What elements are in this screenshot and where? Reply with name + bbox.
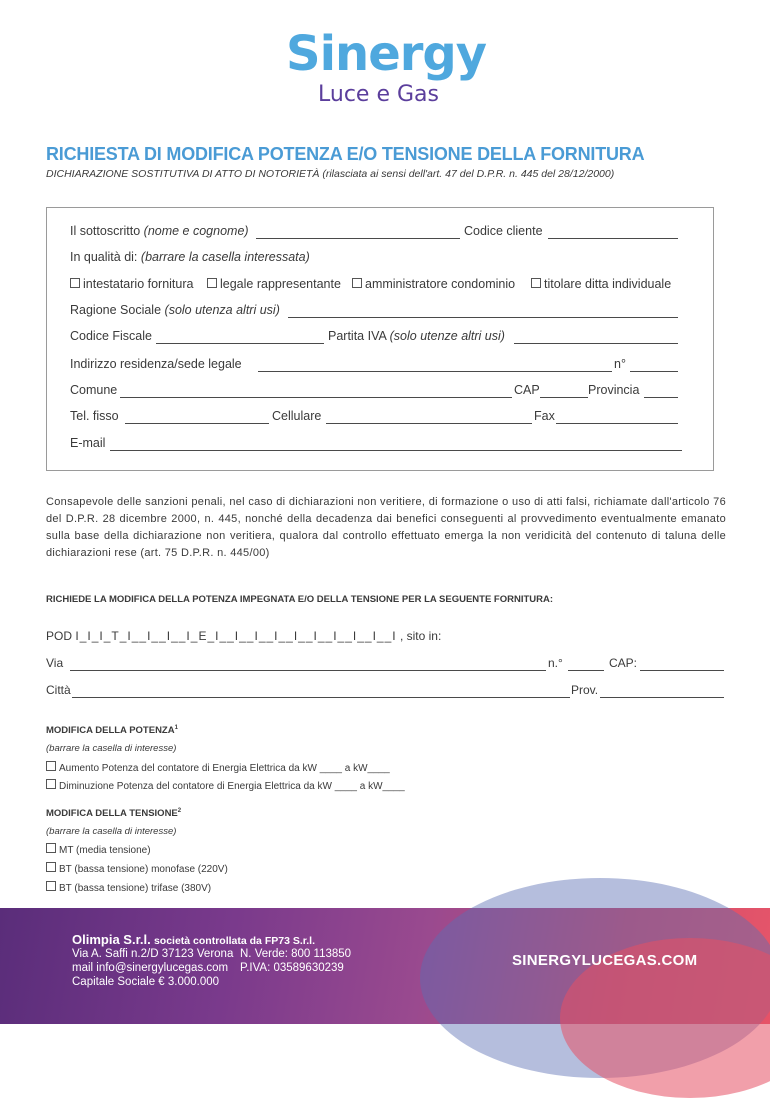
potenza-option-aumento[interactable]: Aumento Potenza del contatore di Energia Elettrica da kW ____ a kW____ xyxy=(46,761,390,774)
ragione-sociale-label: Ragione Sociale (solo utenza altri usi) xyxy=(70,303,280,317)
footer-capitale: Capitale Sociale € 3.000.000 xyxy=(72,976,220,988)
via-cap-label: CAP: xyxy=(609,656,638,670)
ragione-sociale-field[interactable] xyxy=(288,317,678,318)
footer-website-link[interactable]: SINERGYLUCEGAS.COM xyxy=(512,952,698,969)
footer-email[interactable]: mail info@sinergylucegas.com xyxy=(72,962,229,974)
cellulare-label: Cellulare xyxy=(272,409,322,423)
tel-fisso-label: Tel. fisso xyxy=(70,409,119,423)
footer-company: Olimpia S.r.l. società controllata da FP73 S.r.l. xyxy=(72,932,316,947)
pod-mask[interactable]: I_I_I_T_I__I__I__I_E_I__I__I__I__I__I__I__I__I__I xyxy=(75,629,397,643)
codice-fiscale-label: Codice Fiscale xyxy=(70,329,152,343)
document-title: RICHIESTA DI MODIFICA POTENZA E/O TENSIONE DELLA FORNITURA xyxy=(46,144,645,164)
citta-label: Città xyxy=(46,683,71,697)
tensione-heading: MODIFICA DELLA TENSIONE$^2$ xyxy=(46,808,182,820)
indirizzo-label: Indirizzo residenza/sede legale xyxy=(70,357,242,371)
codice-fiscale-field[interactable] xyxy=(156,343,324,344)
email-label: E-mail xyxy=(70,436,106,450)
qualita-option-legale[interactable]: legale rappresentante xyxy=(207,277,341,291)
potenza-option-diminuzione[interactable]: Diminuzione Potenza del contatore di Energia Elettrica da kW ____ a kW____ xyxy=(46,779,405,792)
via-cap-field[interactable] xyxy=(640,670,724,671)
footer-piva: P.IVA: 03589630239 xyxy=(240,962,344,974)
tensione-option-bt-monofase[interactable]: BT (bassa tensione) monofase (220V) xyxy=(46,862,228,875)
pod-row[interactable]: POD I_I_I_T_I__I__I__I_E_I__I__I__I__I__I__I__I__I__I , sito in: xyxy=(46,629,442,643)
cap-label: CAP xyxy=(514,383,540,397)
footer-numero-verde: N. Verde: 800 113850 xyxy=(240,948,352,960)
comune-label: Comune xyxy=(70,383,118,397)
potenza-heading: MODIFICA DELLA POTENZA$^1$ xyxy=(46,725,178,737)
via-numero-label: n.° xyxy=(548,656,563,670)
logo-sinergy: Sinergy xyxy=(286,26,487,82)
request-heading: RICHIEDE LA MODIFICA DELLA POTENZA IMPEGNATA E/O DELLA TENSIONE PER LA SEGUENTE FORNITURA: xyxy=(46,594,554,605)
provincia-label: Provincia xyxy=(588,383,640,397)
sottoscritto-label: Il sottoscritto (nome e cognome) xyxy=(70,224,249,238)
citta-field[interactable] xyxy=(72,697,570,698)
tel-fisso-field[interactable] xyxy=(125,423,269,424)
qualita-option-amministratore[interactable]: amministratore condominio xyxy=(352,277,515,291)
prov-field[interactable] xyxy=(600,697,724,698)
checkbox-icon[interactable] xyxy=(46,843,56,853)
qualita-label: In qualità di: (barrare la casella interessata) xyxy=(70,250,310,264)
sottoscritto-field[interactable] xyxy=(256,238,460,239)
checkbox-icon[interactable] xyxy=(46,881,56,891)
via-label: Via xyxy=(46,656,64,670)
email-field[interactable] xyxy=(110,450,682,451)
qualita-option-intestatario[interactable]: intestatario fornitura xyxy=(70,277,193,291)
document-subtitle: DICHIARAZIONE SOSTITUTIVA DI ATTO DI NOTORIETÀ (rilasciata ai sensi dell'art. 47 del D.P.R. n. 445 del 28/12/2000) xyxy=(46,168,615,180)
cellulare-field[interactable] xyxy=(326,423,532,424)
codice-cliente-field[interactable] xyxy=(548,238,678,239)
footer-address: Via A. Saffi n.2/D 37123 Verona xyxy=(72,948,234,960)
via-numero-field[interactable] xyxy=(568,670,604,671)
tensione-option-bt-trifase[interactable]: BT (bassa tensione) trifase (380V) xyxy=(46,881,211,894)
partita-iva-label: Partita IVA (solo utenze altri usi) xyxy=(328,329,505,343)
potenza-hint: (barrare la casella di interesse) xyxy=(46,743,177,754)
tensione-option-mt[interactable]: MT (media tensione) xyxy=(46,843,151,856)
partita-iva-field[interactable] xyxy=(514,343,678,344)
prov-label: Prov. xyxy=(571,683,599,697)
logo-luce-e-gas: Luce e Gas xyxy=(318,82,439,107)
codice-cliente-label: Codice cliente xyxy=(464,224,543,238)
checkbox-icon[interactable] xyxy=(46,779,56,789)
qualita-option-titolare[interactable]: titolare ditta individuale xyxy=(531,277,671,291)
indirizzo-numero-field[interactable] xyxy=(630,371,678,372)
cap-field[interactable] xyxy=(540,397,588,398)
checkbox-icon[interactable] xyxy=(46,761,56,771)
fax-field[interactable] xyxy=(556,423,678,424)
provincia-field[interactable] xyxy=(644,397,678,398)
checkbox-icon[interactable] xyxy=(352,278,362,288)
checkbox-icon[interactable] xyxy=(531,278,541,288)
checkbox-icon[interactable] xyxy=(207,278,217,288)
indirizzo-field[interactable] xyxy=(258,371,612,372)
checkbox-icon[interactable] xyxy=(46,862,56,872)
declaration-text: Consapevole delle sanzioni penali, nel caso di dichiarazioni non veritiere, di formazione o uso di atti falsi, richiamate dall'articolo 76 del D.P.R. 28 dicembre 2000, n. 445, nonché della decadenza dai benefici conseguenti al provvedimento eventualmente emanato sulla base della dichiarazione non veritiera, qualora dal controllo effettuato emerga la non veridicità del contenuto di taluna delle dichiarazioni rese (art. 75 D.P.R. n. 445/00) xyxy=(46,496,726,559)
checkbox-icon[interactable] xyxy=(70,278,80,288)
comune-field[interactable] xyxy=(120,397,512,398)
indirizzo-numero-label: n° xyxy=(614,357,626,371)
footer-banner xyxy=(0,908,770,1024)
via-field[interactable] xyxy=(70,670,546,671)
fax-label: Fax xyxy=(534,409,555,423)
tensione-hint: (barrare la casella di interesse) xyxy=(46,826,177,837)
